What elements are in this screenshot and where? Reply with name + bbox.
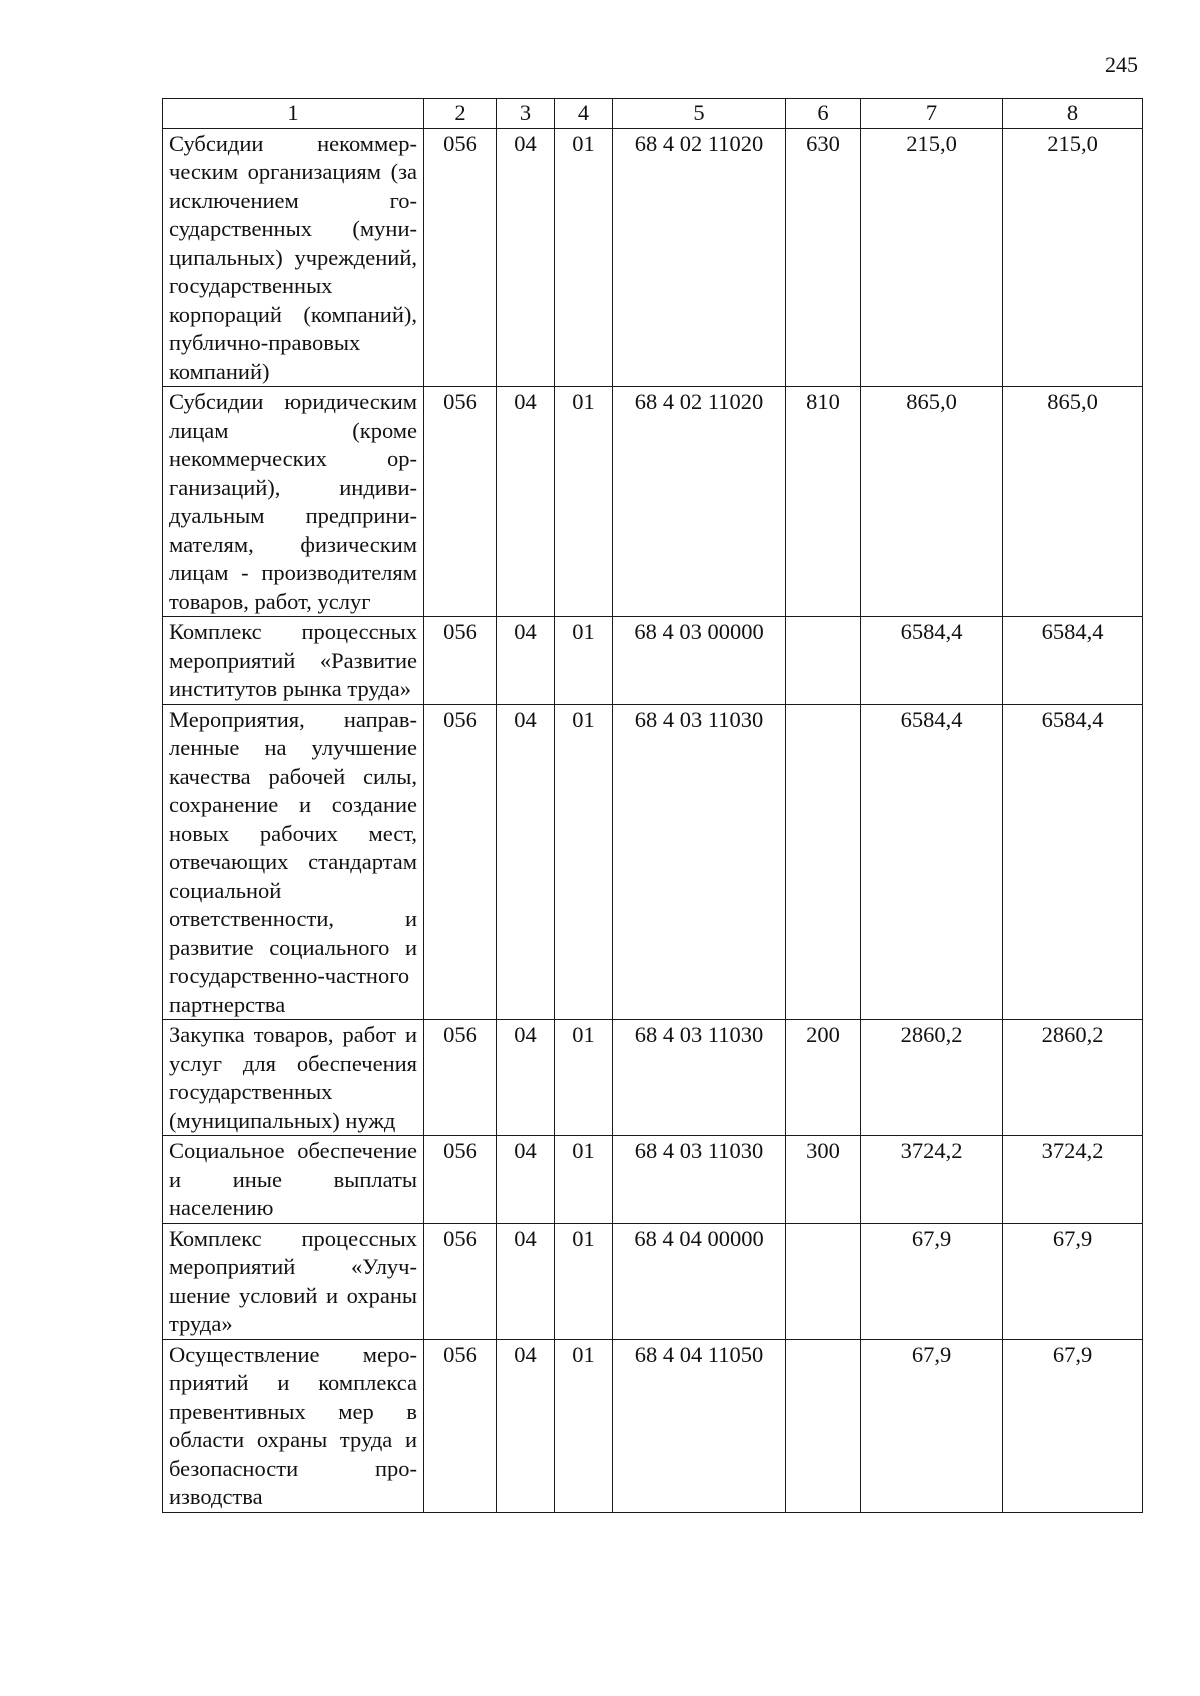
ministry-code: 056 <box>424 1223 497 1339</box>
target-article-code: 68 4 02 11020 <box>613 128 786 387</box>
ministry-code: 056 <box>424 1339 497 1512</box>
column-header: 1 <box>163 99 424 129</box>
amount-col-7: 215,0 <box>861 128 1003 387</box>
column-header: 7 <box>861 99 1003 129</box>
ministry-code: 056 <box>424 617 497 705</box>
amount-col-8: 215,0 <box>1003 128 1143 387</box>
target-article-code: 68 4 03 11030 <box>613 704 786 1020</box>
section-code: 04 <box>497 1136 555 1224</box>
item-name: Комплекс процессных мероприятий «Развитие институтов рынка труда» <box>163 617 424 705</box>
amount-col-7: 2860,2 <box>861 1020 1003 1136</box>
section-code: 04 <box>497 387 555 617</box>
ministry-code: 056 <box>424 1136 497 1224</box>
column-header: 2 <box>424 99 497 129</box>
subsection-code: 01 <box>555 128 613 387</box>
amount-col-7: 67,9 <box>861 1339 1003 1512</box>
table-row <box>163 1339 1143 1512</box>
amount-col-8: 67,9 <box>1003 1223 1143 1339</box>
subsection-code: 01 <box>555 1020 613 1136</box>
amount-col-8: 67,9 <box>1003 1339 1143 1512</box>
amount-col-7: 6584,4 <box>861 617 1003 705</box>
subsection-code: 01 <box>555 617 613 705</box>
budget-table <box>162 98 1143 1513</box>
expense-type-code: 810 <box>786 387 861 617</box>
table-row <box>163 704 1143 1020</box>
target-article-code: 68 4 03 00000 <box>613 617 786 705</box>
ministry-code: 056 <box>424 704 497 1020</box>
expense-type-code <box>786 617 861 705</box>
column-header: 8 <box>1003 99 1143 129</box>
table-row <box>163 1020 1143 1136</box>
header-row <box>163 99 1143 129</box>
item-name: Осуществление мероприятий и комплекса превентивных мер в области охраны труда и безопасности производства <box>163 1339 424 1512</box>
amount-col-7: 3724,2 <box>861 1136 1003 1224</box>
page-number: 245 <box>1105 52 1138 77</box>
section-code: 04 <box>497 1020 555 1136</box>
amount-col-7: 865,0 <box>861 387 1003 617</box>
item-name: Закупка товаров, работ и услуг для обеспечения государственных (муниципальных) нужд <box>163 1020 424 1136</box>
expense-type-code <box>786 1339 861 1512</box>
ministry-code: 056 <box>424 387 497 617</box>
section-code: 04 <box>497 128 555 387</box>
ministry-code: 056 <box>424 1020 497 1136</box>
table-row <box>163 387 1143 617</box>
expense-type-code: 630 <box>786 128 861 387</box>
table-row <box>163 128 1143 387</box>
amount-col-8: 6584,4 <box>1003 617 1143 705</box>
column-header: 6 <box>786 99 861 129</box>
subsection-code: 01 <box>555 1136 613 1224</box>
target-article-code: 68 4 04 11050 <box>613 1339 786 1512</box>
amount-col-8: 2860,2 <box>1003 1020 1143 1136</box>
section-code: 04 <box>497 617 555 705</box>
section-code: 04 <box>497 1339 555 1512</box>
subsection-code: 01 <box>555 1339 613 1512</box>
item-name: Комплекс процессных мероприятий «Улучшение условий и охраны труда» <box>163 1223 424 1339</box>
amount-col-7: 67,9 <box>861 1223 1003 1339</box>
target-article-code: 68 4 04 00000 <box>613 1223 786 1339</box>
item-name: Мероприятия, направленные на улучшение качества рабочей силы, сохранение и создание новых рабочих мест, отвечающих стандартам социальной ответственности, и развитие социального и государственно-частного партнерства <box>163 704 424 1020</box>
expense-type-code: 300 <box>786 1136 861 1224</box>
expense-type-code <box>786 704 861 1020</box>
expense-type-code: 200 <box>786 1020 861 1136</box>
item-name: Социальное обеспечение и иные выплаты населению <box>163 1136 424 1224</box>
section-code: 04 <box>497 1223 555 1339</box>
target-article-code: 68 4 03 11030 <box>613 1136 786 1224</box>
column-header: 4 <box>555 99 613 129</box>
subsection-code: 01 <box>555 387 613 617</box>
target-article-code: 68 4 03 11030 <box>613 1020 786 1136</box>
amount-col-8: 6584,4 <box>1003 704 1143 1020</box>
table-row <box>163 617 1143 705</box>
item-name: Субсидии юридическим лицам (кроме некоммерческих организаций), индивидуальным предпринимателям, физическим лицам - производителям товаров, работ, услуг <box>163 387 424 617</box>
column-header: 3 <box>497 99 555 129</box>
target-article-code: 68 4 02 11020 <box>613 387 786 617</box>
table-row <box>163 1136 1143 1224</box>
subsection-code: 01 <box>555 704 613 1020</box>
amount-col-8: 865,0 <box>1003 387 1143 617</box>
column-header: 5 <box>613 99 786 129</box>
expense-type-code <box>786 1223 861 1339</box>
ministry-code: 056 <box>424 128 497 387</box>
amount-col-7: 6584,4 <box>861 704 1003 1020</box>
table-row <box>163 1223 1143 1339</box>
amount-col-8: 3724,2 <box>1003 1136 1143 1224</box>
subsection-code: 01 <box>555 1223 613 1339</box>
item-name: Субсидии некоммерческим организациям (за исключением государственных (муниципальных) учреждений, государственных корпораций (компаний), публично-правовых компаний) <box>163 128 424 387</box>
section-code: 04 <box>497 704 555 1020</box>
